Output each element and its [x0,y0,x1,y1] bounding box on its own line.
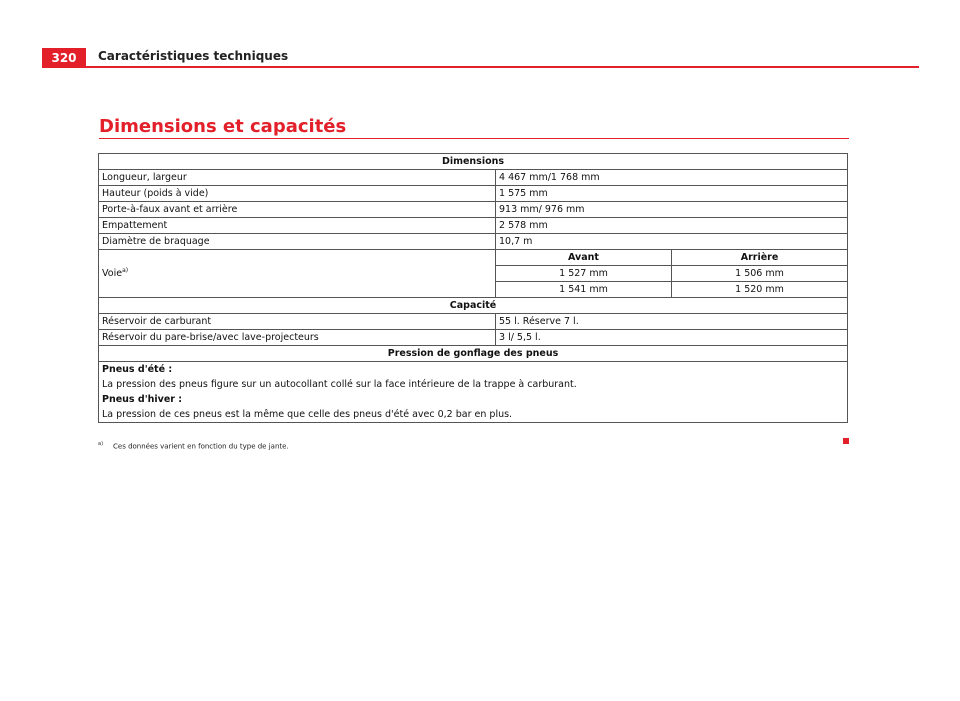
row-value: 55 l. Réserve 7 l. [496,314,848,330]
summer-text: La pression des pneus figure sur un autocollant collé sur la face intérieure de la trappe à carburant. [102,379,577,390]
footnote [98,441,289,450]
row-value: 3 l/ 5,5 l. [496,330,848,346]
row-value: 913 mm/ 976 mm [496,202,848,218]
table-row [99,154,848,170]
table-row [99,218,848,234]
row-value: 2 578 mm [496,218,848,234]
end-of-section-mark [843,438,849,444]
col-rear-header: Arrière [672,250,848,266]
voie-label: Voie [102,268,123,279]
voie-front-value: 1 541 mm [496,282,672,298]
table-row [99,314,848,330]
voie-front-value: 1 527 mm [496,266,672,282]
row-value: 10,7 m [496,234,848,250]
table-row [99,298,848,314]
footnote-ref: a) [122,266,129,274]
row-label: Diamètre de braquage [99,234,496,250]
table-row [99,186,848,202]
dimensions-heading: Dimensions [99,154,848,170]
footnote-mark: a) [98,441,104,447]
table-row [99,170,848,186]
voie-label-cell [99,250,496,298]
voie-rear-value: 1 506 mm [672,266,848,282]
row-label: Empattement [99,218,496,234]
capacity-heading: Capacité [99,298,848,314]
row-label: Hauteur (poids à vide) [99,186,496,202]
table-row [99,362,848,423]
row-label: Réservoir du pare-brise/avec lave-projecteurs [99,330,496,346]
table-row [99,202,848,218]
tyre-notes [99,362,848,423]
section-title: Dimensions et capacités [99,116,347,137]
row-label: Réservoir de carburant [99,314,496,330]
row-label: Porte-à-faux avant et arrière [99,202,496,218]
table-row [99,234,848,250]
specs-table [98,153,848,423]
row-value: 4 467 mm/1 768 mm [496,170,848,186]
header-title: Caractéristiques techniques [98,49,289,63]
tyre-heading: Pression de gonflage des pneus [99,346,848,362]
header-rule [42,66,919,68]
section-rule [99,138,849,139]
footnote-text: Ces données varient en fonction du type de jante. [113,442,289,451]
page-number: 320 [42,48,86,67]
summer-label: Pneus d'été : [102,364,173,375]
row-label: Longueur, largeur [99,170,496,186]
table-row [99,330,848,346]
row-value: 1 575 mm [496,186,848,202]
table-row [99,346,848,362]
winter-text: La pression de ces pneus est la même que celle des pneus d'été avec 0,2 bar en plus. [102,409,513,420]
voie-rear-value: 1 520 mm [672,282,848,298]
col-front-header: Avant [496,250,672,266]
winter-label: Pneus d'hiver : [102,394,183,405]
table-row [99,250,848,266]
